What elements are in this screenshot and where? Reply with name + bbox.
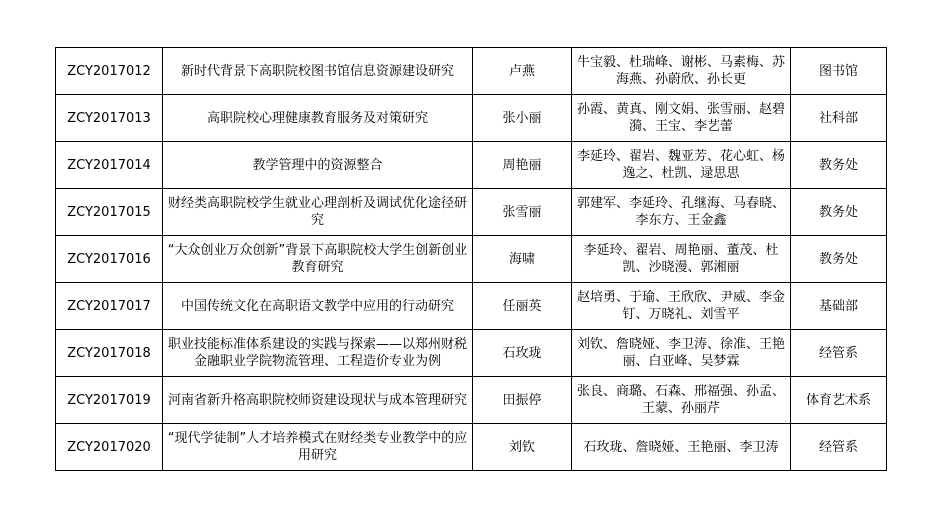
project-title-cell [163, 236, 473, 283]
table-row [56, 424, 887, 471]
project-members-text: 赵培勇、于瑜、王欣欣、尹威、李金钉、万晓礼、刘雪平 [576, 290, 785, 322]
table-row [56, 236, 887, 283]
project-members-cell [572, 95, 791, 142]
project-dept-text: 教务处 [818, 157, 858, 173]
project-id-text: ZCY2017016 [67, 251, 151, 267]
table-row [56, 48, 887, 95]
project-title-cell [163, 424, 473, 471]
project-dept-cell [791, 48, 887, 95]
project-id-text: ZCY2017014 [67, 157, 151, 173]
project-id-cell [56, 236, 163, 283]
project-title-text: 新时代背景下高职院校图书馆信息资源建设研究 [180, 63, 454, 79]
project-leader-text: 任丽英 [502, 298, 542, 314]
project-title-text: 财经类高职院校学生就业心理剖析及调试优化途径研究 [167, 196, 467, 228]
project-id-text: ZCY2017013 [67, 110, 151, 126]
project-leader-cell [473, 236, 572, 283]
project-members-text: 李延玲、翟岩、魏亚芳、花心虹、杨逸之、杜凯、逯思思 [576, 149, 785, 181]
project-title-cell [163, 330, 473, 377]
project-id-text: ZCY2017012 [67, 63, 151, 79]
project-id-text: ZCY2017019 [67, 392, 151, 408]
project-leader-cell [473, 95, 572, 142]
table-row [56, 377, 887, 424]
project-id-cell [56, 330, 163, 377]
project-dept-text: 教务处 [818, 204, 858, 220]
project-leader-cell [473, 424, 572, 471]
project-dept-text: 社科部 [818, 110, 858, 126]
project-title-text: 高职院校心理健康教育服务及对策研究 [206, 110, 428, 126]
table-row [56, 189, 887, 236]
project-title-text: 职业技能标准体系建设的实践与探索——以郑州财税金融职业学院物流管理、工程造价专业为例 [167, 337, 467, 369]
project-title-text: “大众创业万众创新”背景下高职院校大学生创新创业教育研究 [167, 243, 468, 275]
table-row [56, 283, 887, 330]
project-table-body [56, 48, 887, 471]
project-dept-text: 经管系 [818, 345, 858, 361]
project-members-text: 石玫珑、詹晓娅、王艳丽、李卫涛 [583, 439, 779, 455]
project-dept-text: 图书馆 [818, 63, 858, 79]
project-leader-cell [473, 377, 572, 424]
project-members-text: 孙霞、黄真、刚文娟、张雪丽、赵碧漪、王宝、李艺蕾 [576, 102, 785, 134]
project-id-cell [56, 377, 163, 424]
table-row [56, 142, 887, 189]
project-id-cell [56, 142, 163, 189]
project-leader-text: 石玫珑 [502, 345, 542, 361]
project-dept-text: 体育艺术系 [805, 392, 871, 408]
project-dept-cell [791, 95, 887, 142]
project-members-cell [572, 236, 791, 283]
project-id-text: ZCY2017017 [67, 298, 151, 314]
project-leader-text: 海啸 [508, 251, 535, 267]
project-dept-cell [791, 189, 887, 236]
project-dept-cell [791, 424, 887, 471]
project-leader-cell [473, 48, 572, 95]
project-id-text: ZCY2017015 [67, 204, 151, 220]
project-dept-cell [791, 283, 887, 330]
project-title-cell [163, 95, 473, 142]
project-members-cell [572, 48, 791, 95]
project-dept-cell [791, 142, 887, 189]
project-dept-cell [791, 236, 887, 283]
project-title-text: 中国传统文化在高职语文教学中应用的行动研究 [180, 298, 454, 314]
project-leader-cell [473, 142, 572, 189]
project-title-cell [163, 189, 473, 236]
project-members-text: 郭建军、李延玲、孔继海、马春晓、李东方、王金鑫 [576, 196, 785, 228]
project-members-text: 张良、商璐、石森、邢福强、孙孟、王蒙、孙丽芹 [576, 384, 785, 416]
project-members-cell [572, 424, 791, 471]
project-title-text: 教学管理中的资源整合 [252, 157, 383, 173]
project-id-text: ZCY2017020 [67, 439, 151, 455]
project-members-text: 李延玲、翟岩、周艳丽、董茂、杜凯、沙晓漫、郭湘丽 [583, 243, 779, 275]
project-leader-text: 周艳丽 [502, 157, 542, 173]
project-table [55, 47, 887, 471]
project-dept-text: 经管系 [818, 439, 858, 455]
project-id-text: ZCY2017018 [67, 345, 151, 361]
project-title-text: 河南省新升格高职院校师资建设现状与成本管理研究 [167, 392, 467, 408]
project-dept-text: 教务处 [818, 251, 858, 267]
project-members-text: 牛宝毅、杜瑞峰、谢彬、马素梅、苏海燕、孙蔚欣、孙长更 [576, 55, 785, 87]
project-id-cell [56, 95, 163, 142]
table-row [56, 95, 887, 142]
project-title-cell [163, 48, 473, 95]
project-dept-cell [791, 330, 887, 377]
project-leader-cell [473, 283, 572, 330]
project-title-cell [163, 283, 473, 330]
project-title-text: “现代学徒制”人才培养模式在财经类专业教学中的应用研究 [167, 431, 468, 463]
project-leader-cell [473, 330, 572, 377]
project-dept-text: 基础部 [818, 298, 858, 314]
project-members-text: 刘钦、詹晓娅、李卫涛、徐准、王艳丽、白亚峰、吴梦霖 [576, 337, 785, 369]
project-title-cell [163, 142, 473, 189]
project-id-cell [56, 283, 163, 330]
project-leader-text: 卢燕 [508, 63, 535, 79]
project-id-cell [56, 424, 163, 471]
project-dept-cell [791, 377, 887, 424]
project-id-cell [56, 48, 163, 95]
project-members-cell [572, 283, 791, 330]
project-members-cell [572, 142, 791, 189]
project-leader-cell [473, 189, 572, 236]
project-members-cell [572, 377, 791, 424]
project-members-cell [572, 330, 791, 377]
project-leader-text: 张小丽 [502, 110, 542, 126]
project-leader-text: 张雪丽 [502, 204, 542, 220]
project-leader-text: 田振停 [502, 392, 542, 408]
project-id-cell [56, 189, 163, 236]
table-row [56, 330, 887, 377]
project-leader-text: 刘钦 [508, 439, 535, 455]
project-members-cell [572, 189, 791, 236]
project-title-cell [163, 377, 473, 424]
